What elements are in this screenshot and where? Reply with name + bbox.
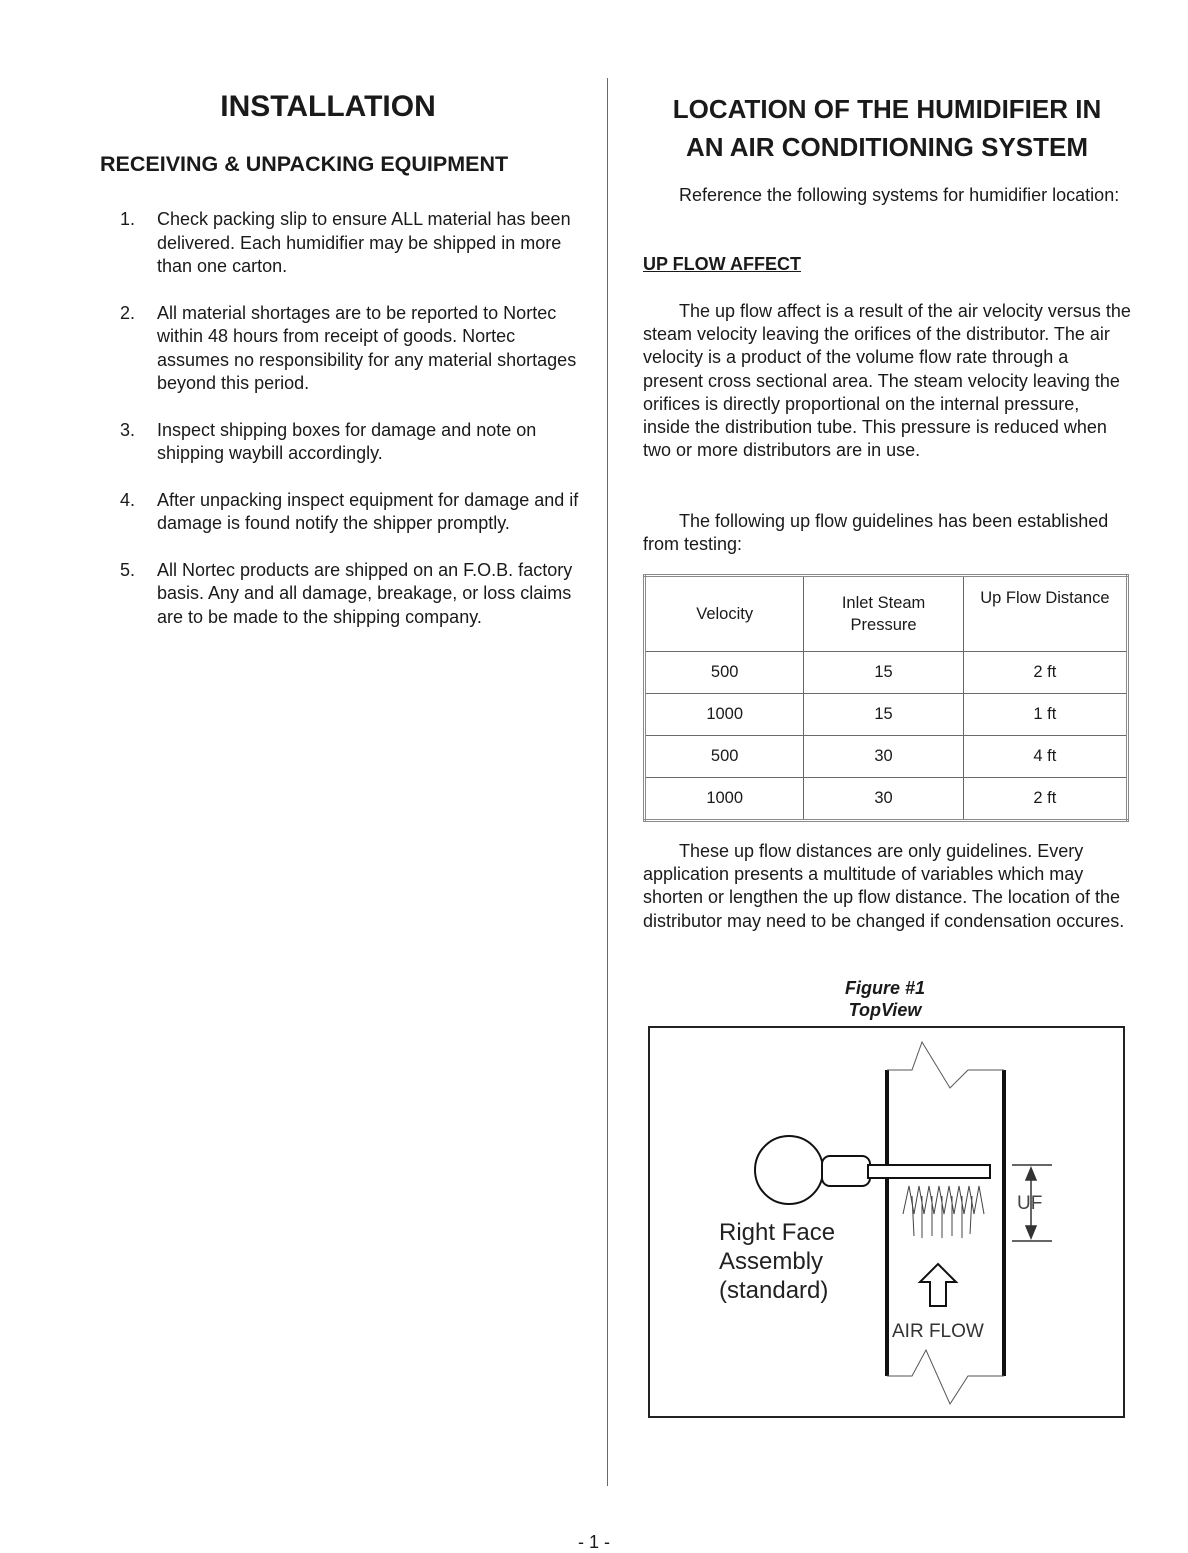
assembly-label-line1: Right Face (719, 1219, 836, 1246)
cell-pressure: 30 (804, 778, 963, 821)
list-item (112, 489, 582, 536)
guidelines-paragraph: The following up flow guidelines has been established from testing: (643, 511, 1109, 555)
cell-pressure: 15 (804, 694, 963, 736)
step-text: All material shortages are to be reported to Nortec within 48 hours from receipt of goods. Nortec assumes no responsibility for any material shortages beyond this period. (157, 302, 577, 393)
steam-connector (822, 1156, 870, 1186)
list-item (112, 559, 582, 630)
airflow-arrow-icon (920, 1264, 956, 1306)
step-text: All Nortec products are shipped on an F.O.B. factory basis. Any and all damage, breakage, or loss claims are to be made to the shipping company. (157, 559, 573, 627)
page-number: - 1 - (577, 1532, 610, 1552)
section-title (642, 90, 1132, 166)
step-number: 3. (120, 419, 136, 440)
list-item (112, 208, 582, 279)
table-row (645, 736, 1128, 778)
column-divider (607, 78, 608, 1486)
airflow-label: AIR FLOW (892, 1321, 984, 1342)
assembly-label-line3: (standard) (719, 1277, 829, 1304)
table-row (645, 652, 1128, 694)
header-inlet-steam-pressure: Inlet Steam Pressure (804, 576, 963, 652)
intro-paragraph: Reference the following systems for humidifier location: (679, 185, 1120, 205)
up-flow-paragraph: The up flow affect is a result of the air velocity versus the steam velocity leaving the orifices of the distributor. The air velocity is a product of the volume flow rate through a present cross sectional area. The steam velocity leaving the orifices is directly proportional on the internal pressure, inside the distribution tube. This pressure is reduced when two or more distributors are in use. (643, 301, 1131, 461)
step-number: 5. (120, 559, 136, 580)
figure-caption-view: TopView (848, 1000, 922, 1020)
header-up-flow-distance: Up Flow Distance (963, 576, 1127, 652)
duct-break-top (887, 1042, 1004, 1088)
step-number: 2. (120, 302, 136, 323)
table-row (645, 778, 1128, 821)
unpacking-steps-list (112, 208, 582, 652)
steam-plume (903, 1186, 984, 1238)
page-title: INSTALLATION (220, 90, 436, 123)
cell-distance: 2 ft (963, 652, 1127, 694)
guidelines-note-paragraph: These up flow distances are only guidelines. Every application presents a multitude of variables which may shorten or lengthen the up flow distance. The location of the distributor may need to be changed if condensation occures. (643, 841, 1125, 931)
assembly-label-line2: Assembly (719, 1248, 824, 1275)
table-header-row (645, 576, 1128, 652)
header-velocity: Velocity (645, 576, 804, 652)
duct-break-bottom (887, 1350, 1004, 1404)
figure-caption (770, 977, 1000, 1021)
distributor-tube (868, 1165, 990, 1178)
cell-velocity: 500 (645, 736, 804, 778)
section-title-line2: AN AIR CONDITIONING SYSTEM (685, 132, 1089, 162)
section-heading: RECEIVING & UNPACKING EQUIPMENT (100, 152, 509, 176)
cell-distance: 2 ft (963, 778, 1127, 821)
step-number: 4. (120, 489, 136, 510)
uf-label: UF (1017, 1193, 1043, 1214)
figure-caption-number: Figure #1 (844, 978, 926, 998)
list-item (112, 302, 582, 396)
assembly-label (719, 1218, 835, 1305)
list-item (112, 419, 582, 466)
cell-pressure: 15 (804, 652, 963, 694)
cell-distance: 4 ft (963, 736, 1127, 778)
step-text: Inspect shipping boxes for damage and note on shipping waybill accordingly. (157, 419, 537, 463)
steam-header-circle (755, 1136, 823, 1204)
step-number: 1. (120, 209, 136, 229)
step-text: After unpacking inspect equipment for damage and if damage is found notify the shipper promptly. (157, 489, 579, 533)
section-title-line1: LOCATION OF THE HUMIDIFIER IN (672, 94, 1102, 124)
cell-velocity: 1000 (645, 694, 804, 736)
cell-velocity: 500 (645, 652, 804, 694)
up-flow-table (643, 574, 1129, 822)
cell-distance: 1 ft (963, 694, 1127, 736)
cell-velocity: 1000 (645, 778, 804, 821)
table-row (645, 694, 1128, 736)
step-text: Check packing slip to ensure ALL material has been delivered. Each humidifier may be shipped in more than one carton. (157, 209, 571, 276)
cell-pressure: 30 (804, 736, 963, 778)
up-flow-heading: UP FLOW AFFECT (643, 254, 801, 274)
